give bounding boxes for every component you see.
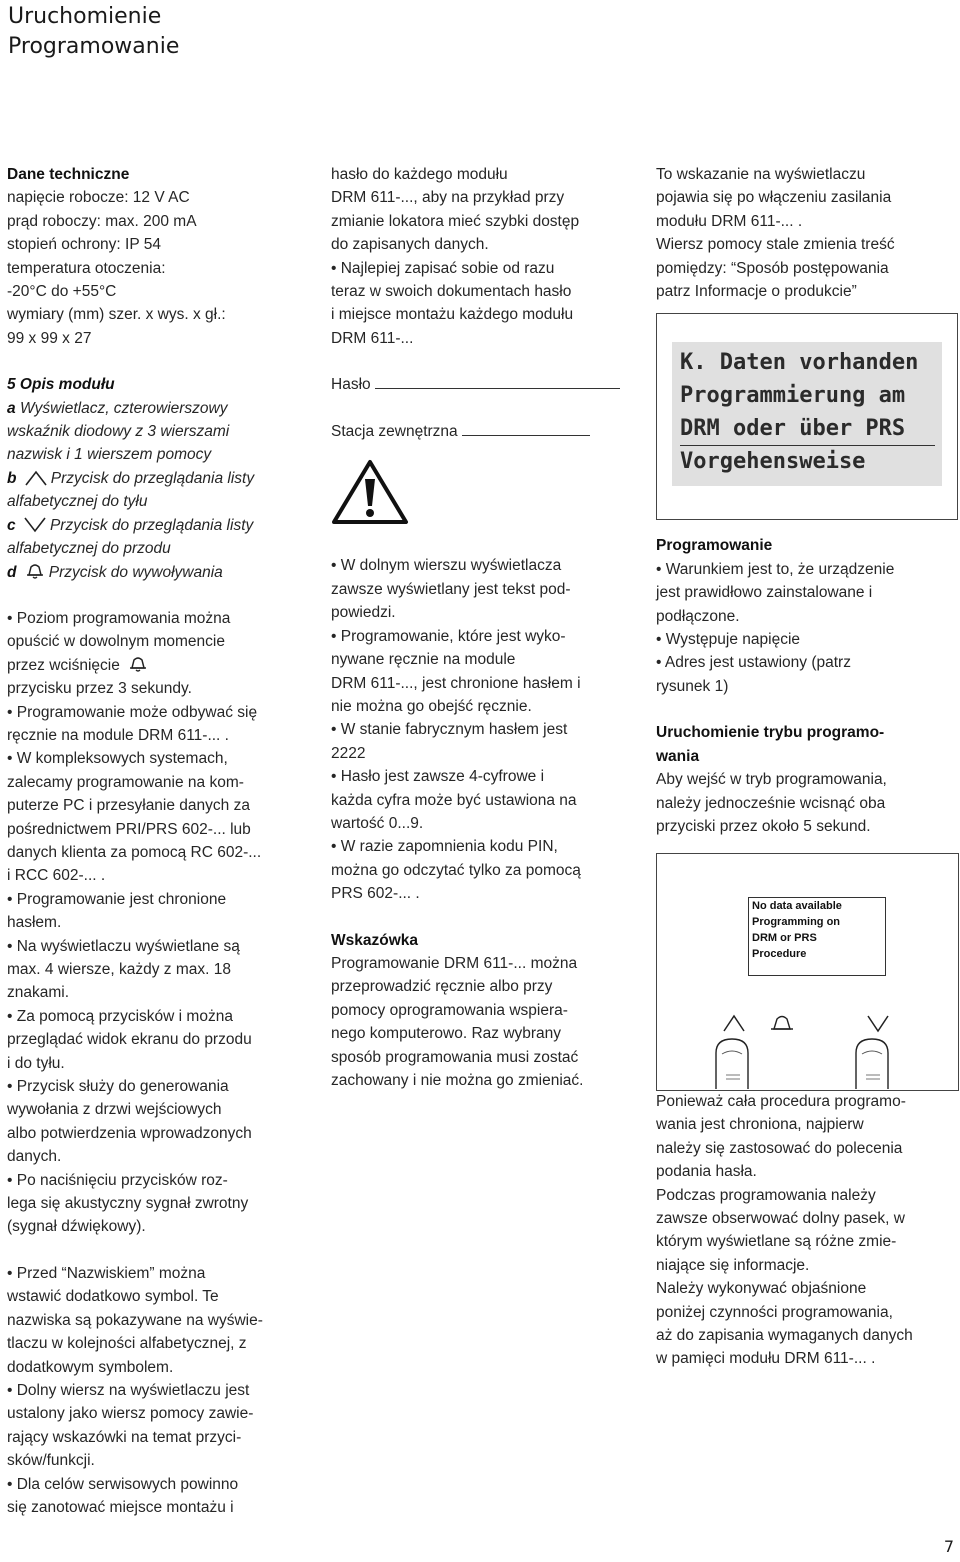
item-a [7,397,307,420]
bullet-line: • Programowanie, które jest wyko- [331,627,566,645]
page-number: 7 [943,1537,954,1556]
bullet-line: (sygnał dźwiękowy). [7,1218,146,1236]
bullet-line: i do tyłu. [7,1054,65,1072]
bell-icon [774,1017,790,1030]
bullet-line: wstawić dodatkowo symbol. Te [7,1288,219,1306]
text-line: pojawia się po włączeniu zasilania [656,189,892,207]
device-screen-line: No data available [752,900,842,912]
display-line: DRM oder über PRS [680,416,906,442]
bullet-line: • Warunkiem jest to, że urządzenie [656,560,895,578]
bullet-line: wartość 0...9. [331,814,424,832]
text-line: do zapisanych danych. [331,236,489,254]
bullet-line: • Przed “Nazwiskiem” można [7,1264,206,1282]
column-right [656,163,958,960]
bullet-line: • Programowanie jest chronione [7,890,227,908]
text-line: Należy wykonywać objaśnione [656,1280,867,1298]
tip-line: Programowanie DRM 611-... można [331,954,578,972]
bullet-line: tlaczu w kolejności alfabetycznej, z [7,1335,247,1353]
item-d-letter: d [7,563,17,581]
bullet-line: puterze PC i przesyłanie danych za [7,797,250,815]
chevron-down-icon [868,1016,888,1031]
bullet-line: • Na wyświetlaczu wyświetlane są [7,937,240,955]
bullet-line: wywołania z drzwi wejściowych [7,1101,222,1119]
password-label: Hasło [331,376,371,394]
bullet-line: • W dolnym wierszu wyświetlacza [331,557,562,575]
tech-line: wymiary (mm) szer. x wys. x gł.: [7,306,226,324]
item-c-text: Przycisk do przeglądania listy [49,516,254,534]
bullet-line: dodatkowym symbolem. [7,1358,174,1376]
bullet-line: powiedzi. [331,604,396,622]
bullet-line: • W kompleksowych systemach, [7,750,228,768]
tip-title: Wskazówka [331,931,419,949]
finger-right-icon [856,1039,888,1089]
text-line: podania hasła. [656,1163,757,1181]
display-help-line: Vorgehensweise [680,449,866,475]
text-line: należy się zastosować do polecenia [656,1139,903,1157]
item-b-text: Przycisk do przeglądania listy [50,469,255,487]
desc-title: 5 Opis modułu [7,376,115,394]
tip-line: sposób programowania musi zostać [331,1048,579,1066]
tech-title: Dane techniczne [7,166,130,183]
text-line: którym wyświetlane są różne zmie- [656,1233,897,1251]
text-line: Podczas programowania należy [656,1186,876,1204]
tip-line: pomocy oprogramowania wspiera- [331,1001,568,1019]
bullet-line: • Występuje napięcie [656,631,801,649]
text-line: DRM 611-... [331,329,414,347]
text-line: teraz w swoich dokumentach hasło [331,283,572,301]
bullet-line: nazwiska są pokazywane na wyświe- [7,1311,263,1329]
bullet-line: DRM 611-..., jest chronione hasłem i [331,674,581,692]
bullet-line: danych. [7,1148,62,1166]
chevron-up-icon [25,470,47,486]
mode-title: Uruchomienie trybu programo- [656,724,885,742]
station-field-row [331,420,636,443]
bullet-line: się zanotować miejsce montażu i [7,1498,234,1516]
header-title-1: Uruchomienie [8,4,162,29]
tech-line: napięcie robocze: 12 V AC [7,189,190,207]
text-line: zawsze obserwować dolny pasek, w [656,1210,905,1228]
bullet-line: rysunek 1) [656,677,729,695]
text-line: To wskazanie na wyświetlaczu [656,166,866,183]
text-line: i miejsce montażu każdego modułu [331,306,574,324]
bullet-line: opuścić w dowolnym momencie [7,633,225,651]
tech-line: -20°C do +55°C [7,283,117,301]
password-field-row [331,373,636,396]
bullet-line: • Za pomocą przycisków i można [7,1007,233,1025]
bullet-line: zawsze wyświetlany jest tekst pod- [331,580,571,598]
mode-title: wania [656,747,700,765]
bell-icon [25,562,45,580]
text-line: hasło do każdego modułu [331,166,508,183]
prog-title: Programowanie [656,537,773,555]
text-line: pomiędzy: “Sposób postępowania [656,259,889,277]
chevron-down-icon [24,517,46,533]
text-line: poniżej czynności programowania, [656,1303,893,1321]
station-label: Stacja zewnętrzna [331,422,458,440]
bullet-text: przez wciśnięcie [7,656,120,674]
chevron-up-icon [724,1016,744,1031]
bullet-list-2 [7,1262,307,1519]
bullet-line: • Dla celów serwisowych powinno [7,1475,239,1493]
column-left [7,163,307,1519]
column-right-bottom [656,1090,958,1371]
item-b-letter: b [7,469,17,487]
mode-line: należy jednocześnie wcisnąć oba [656,794,886,812]
bullet-line: • W razie zapomnienia kodu PIN, [331,838,558,856]
item-a-line: nazwisk i 1 wierszem pomocy [7,446,212,464]
bullet-line: można go odczytać tylko za pomocą [331,861,581,879]
bullet-list [7,701,307,1239]
display-line: Programmierung am [680,383,906,409]
bullet-line: max. 4 wiersze, każdy z max. 18 [7,961,231,978]
item-c-letter: c [7,516,16,534]
bullet-line: podłączone. [656,607,740,625]
text-line: niające się informacje. [656,1256,810,1274]
device-screen-line: Procedure [752,948,807,960]
bullet-line: ręcznie na module DRM 611-... . [7,726,229,744]
bullet-line: rający wskazówki na temat przyci- [7,1428,242,1446]
bullet-line: przycisku przez 3 sekundy. [7,680,192,698]
tip-line: przeprowadzić ręcznie albo przy [331,978,553,996]
text-line: wania jest chroniona, najpierw [656,1116,864,1134]
item-a-letter: a [7,399,16,417]
bullet-line: każda cyfra może być ustawiona na [331,791,577,809]
text-line: w pamięci modułu DRM 611-... . [656,1350,876,1368]
bullet-line: przeglądać widok ekranu do przodu [7,1031,252,1049]
bell-icon [128,655,148,673]
mode-line: przyciski przez około 5 sekund. [656,817,871,835]
bullet-line: sków/funkcji. [7,1452,95,1470]
display-line: K. Daten vorhanden [680,350,919,376]
bullet-line: • W stanie fabrycznym hasłem jest [331,721,568,739]
page-header [8,2,179,62]
bullet-line: znakami. [7,984,70,1002]
finger-left-icon [716,1039,748,1089]
tech-line: stopień ochrony: IP 54 [7,236,161,254]
item-d-text: Przycisk do wywoływania [48,563,223,581]
item-b-line: alfabetycznej do tyłu [7,493,148,511]
text-line: Ponieważ cała procedura programo- [656,1093,906,1110]
bullet-line: nywane ręcznie na module [331,651,516,669]
bullet-line: jest prawidłowo zainstalowane i [656,584,873,602]
bullet-line: PRS 602-... . [331,885,420,903]
bullet-line: • Dolny wiersz na wyświetlaczu jest [7,1381,250,1399]
bullet-line: hasłem. [7,914,62,932]
bullet-line: • Adres jest ustawiony (patrz [656,654,851,672]
bullet-line: pośrednictwem PRI/PRS 602-... lub [7,820,251,838]
display-screen [672,342,942,486]
item-a-text: Wyświetlacz, czterowierszowy [19,399,228,417]
text-line: Wiersz pomocy stale zmienia treść [656,236,895,254]
device-screen-line: DRM or PRS [752,932,817,944]
bullet-line: • Programowanie może odbywać się [7,703,258,721]
tech-line: temperatura otoczenia: [7,259,166,277]
display-illustration [656,313,958,520]
bullet-line: nie można go obejść ręcznie. [331,697,532,715]
warning-triangle-icon [331,459,636,532]
item-d [7,561,307,584]
mode-line: Aby wejść w tryb programowania, [656,771,887,789]
text-line: aż do zapisania wymaganych danych [656,1327,913,1345]
text-line: zmianie lokatora mieć szybki dostęp [331,212,580,230]
text-line: • Najlepiej zapisać sobie od razu [331,259,555,277]
bullet-line: • Poziom programowania można [7,609,231,627]
item-b [7,467,307,490]
text-line: patrz Informacje o produkcie” [656,283,857,301]
bullet-line: • Przycisk służy do generowania [7,1078,229,1096]
station-blank-line [462,434,590,436]
bullet-line [7,654,307,677]
bullet-line: albo potwierdzenia wprowadzonych [7,1124,252,1142]
bullet-line: • Hasło jest zawsze 4-cyfrowe i [331,768,545,786]
text-line: modułu DRM 611-... . [656,212,803,230]
tech-line: prąd roboczy: max. 200 mA [7,212,197,230]
header-title-2: Programowanie [8,34,180,59]
column-middle [331,163,636,1092]
tip-line: nego komputerowo. Raz wybrany [331,1025,562,1043]
bullet-line: danych klienta za pomocą RC 602-... [7,843,262,861]
bullet-line: zalecamy programowanie na kom- [7,773,244,791]
item-c-line: alfabetycznej do przodu [7,540,171,558]
tech-list [7,186,307,350]
device-buttons [656,853,958,1093]
device-screen-line: Programming on [752,916,841,928]
item-a-line: wskaźnik diodowy z 3 wierszami [7,423,230,441]
password-blank-line [375,387,620,389]
bullet-line: ustalony jako wiersz pomocy zawie- [7,1405,254,1423]
item-c [7,514,307,537]
tech-line: 99 x 99 x 27 [7,329,92,347]
bullet-line: • Po naciśnięciu przycisków roz- [7,1171,228,1189]
bullet-line: i RCC 602-... . [7,867,106,885]
bullet-line: 2222 [331,744,366,762]
tip-line: zachowany i nie można go zmieniać. [331,1072,584,1089]
bullet-line: lega się akustyczny sygnał zwrotny [7,1195,249,1213]
text-line: DRM 611-..., aby na przykład przy [331,189,565,207]
